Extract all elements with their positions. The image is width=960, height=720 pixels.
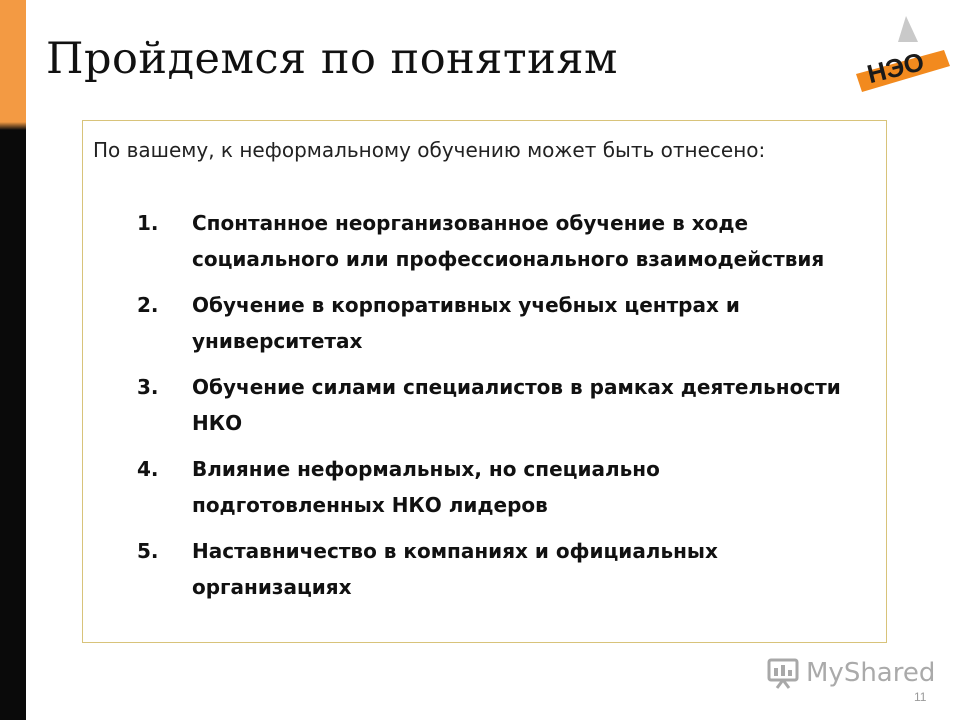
- list-item-text: Обучение в корпоративных учебных центрах и университетах: [192, 293, 740, 353]
- list-item-number: 4.: [137, 457, 159, 481]
- list-item: [137, 369, 857, 441]
- left-accent-bar-orange: [0, 0, 26, 130]
- list-item-number: 1.: [137, 211, 159, 235]
- neo-logo: [848, 14, 952, 94]
- list-item-text: Спонтанное неорганизованное обучение в ходе социального или профессионального взаимодействия: [192, 211, 825, 271]
- list-item-text: Обучение силами специалистов в рамках деятельности НКО: [192, 375, 841, 435]
- logo-triangle-gray: [898, 16, 918, 42]
- list-item-number: 2.: [137, 293, 159, 317]
- page-number: 11: [914, 690, 927, 704]
- list-item: [137, 533, 857, 605]
- list-item-number: 5.: [137, 539, 159, 563]
- watermark-text: MyShared: [806, 658, 936, 688]
- myshared-watermark[interactable]: [766, 655, 935, 691]
- slide-title: Пройдемся по понятиям: [46, 34, 618, 84]
- presentation-icon: [766, 656, 800, 690]
- list-item-number: 3.: [137, 375, 159, 399]
- list-item: [137, 451, 857, 523]
- left-accent-bar-black: [0, 130, 26, 720]
- content-box: [82, 120, 887, 643]
- list-item-text: Наставничество в компаниях и официальных организациях: [192, 539, 718, 599]
- list-item: [137, 205, 857, 277]
- list-item-text: Влияние неформальных, но специально подготовленных НКО лидеров: [192, 457, 660, 517]
- intro-text: По вашему, к неформальному обучению может быть отнесено:: [93, 138, 766, 162]
- numbered-list: [137, 205, 857, 615]
- list-item: [137, 287, 857, 359]
- logo-text: НЭО: [864, 46, 928, 90]
